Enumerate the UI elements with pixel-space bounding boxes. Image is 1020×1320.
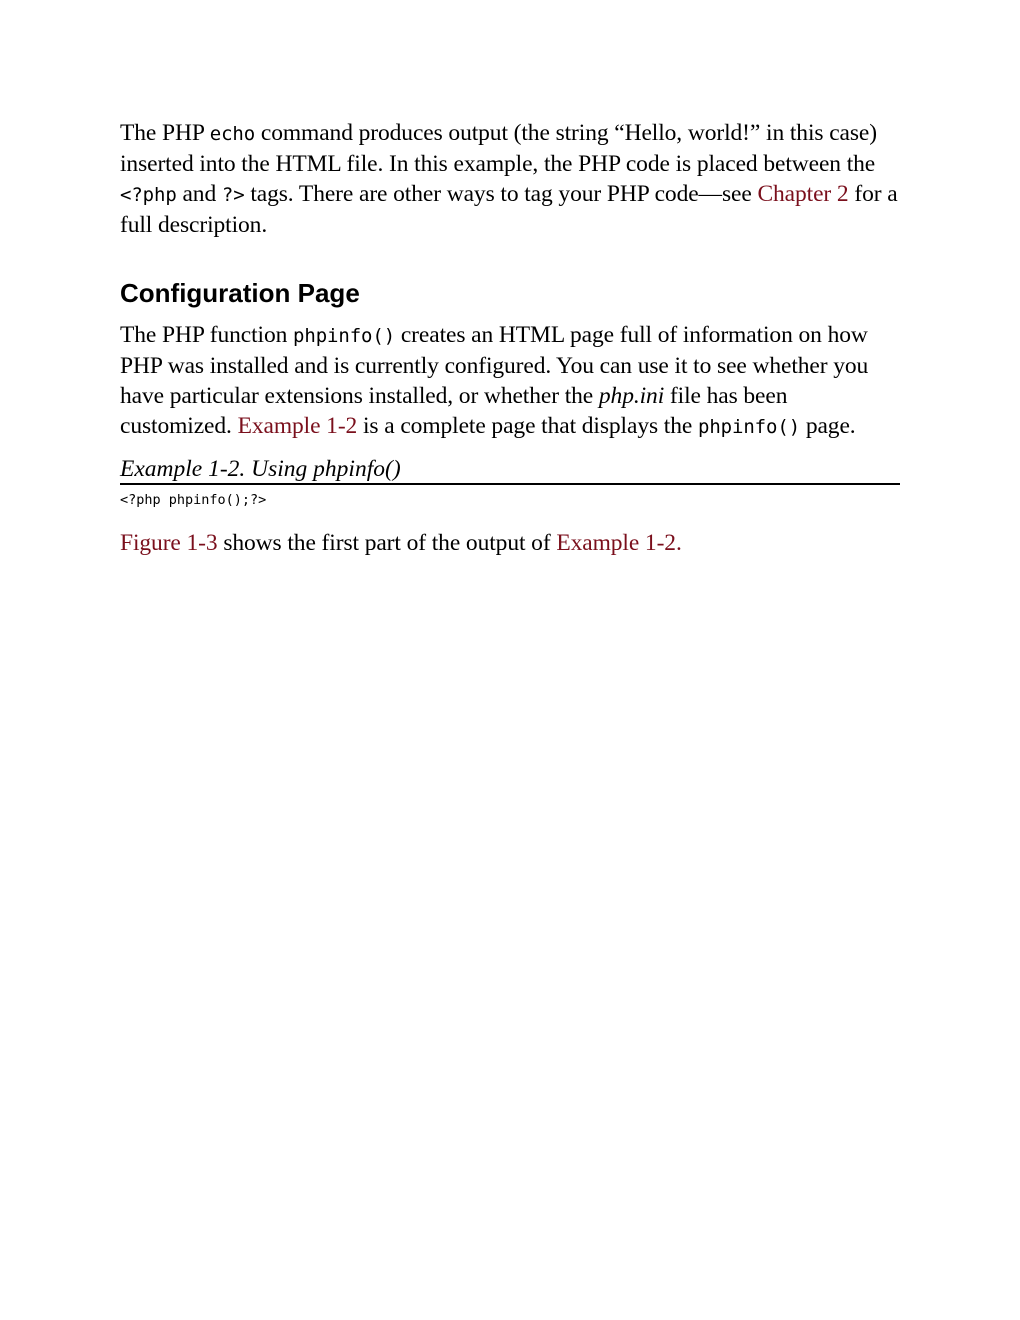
- text-run: for a full description.: [120, 181, 898, 238]
- page-content: [120, 118, 900, 558]
- filename-php-ini: php.ini: [598, 383, 665, 409]
- text-run: is a complete page that displays the: [357, 413, 698, 439]
- text-run: file has been customized.: [120, 383, 788, 439]
- config-paragraph: [120, 320, 900, 442]
- figure-1-3-link[interactable]: Figure 1-3: [120, 530, 218, 556]
- example-code-block: <?php phpinfo();?>: [120, 492, 267, 508]
- text-run: and: [176, 181, 222, 207]
- example-title: Example 1-2. Using phpinfo(): [120, 455, 900, 485]
- text-run: .: [675, 530, 682, 556]
- inline-code-phpinfo: phpinfo(): [697, 416, 801, 438]
- inline-code-php-close-tag: ?>: [221, 184, 245, 206]
- section-heading: Configuration Page: [120, 278, 360, 308]
- text-run: creates an HTML page full of information on how PHP was installed and is currently configured. You can use it to see whether you have particular extensions installed, or whether the: [120, 322, 869, 409]
- example-1-2-link[interactable]: Example 1-2: [556, 530, 676, 556]
- text-run: tags. There are other ways to tag your PHP code—see: [244, 181, 758, 207]
- inline-code-phpinfo: phpinfo(): [293, 325, 396, 347]
- text-run: shows the first part of the output of: [217, 530, 557, 556]
- figure-reference-paragraph: [120, 528, 900, 558]
- text-run: command produces output (the string “Hello, world!” in this case) inserted into the HTML file. In this example, the PHP code is placed between the: [120, 120, 877, 177]
- text-run: page.: [800, 413, 856, 439]
- example-1-2-link[interactable]: Example 1-2: [237, 413, 358, 439]
- chapter-2-link[interactable]: Chapter 2: [757, 181, 849, 207]
- inline-code-echo: echo: [209, 123, 256, 145]
- text-run: The PHP: [120, 120, 210, 146]
- intro-paragraph: [120, 118, 900, 240]
- text-run: The PHP function: [120, 322, 294, 348]
- inline-code-php-open-tag: <?php: [120, 184, 177, 206]
